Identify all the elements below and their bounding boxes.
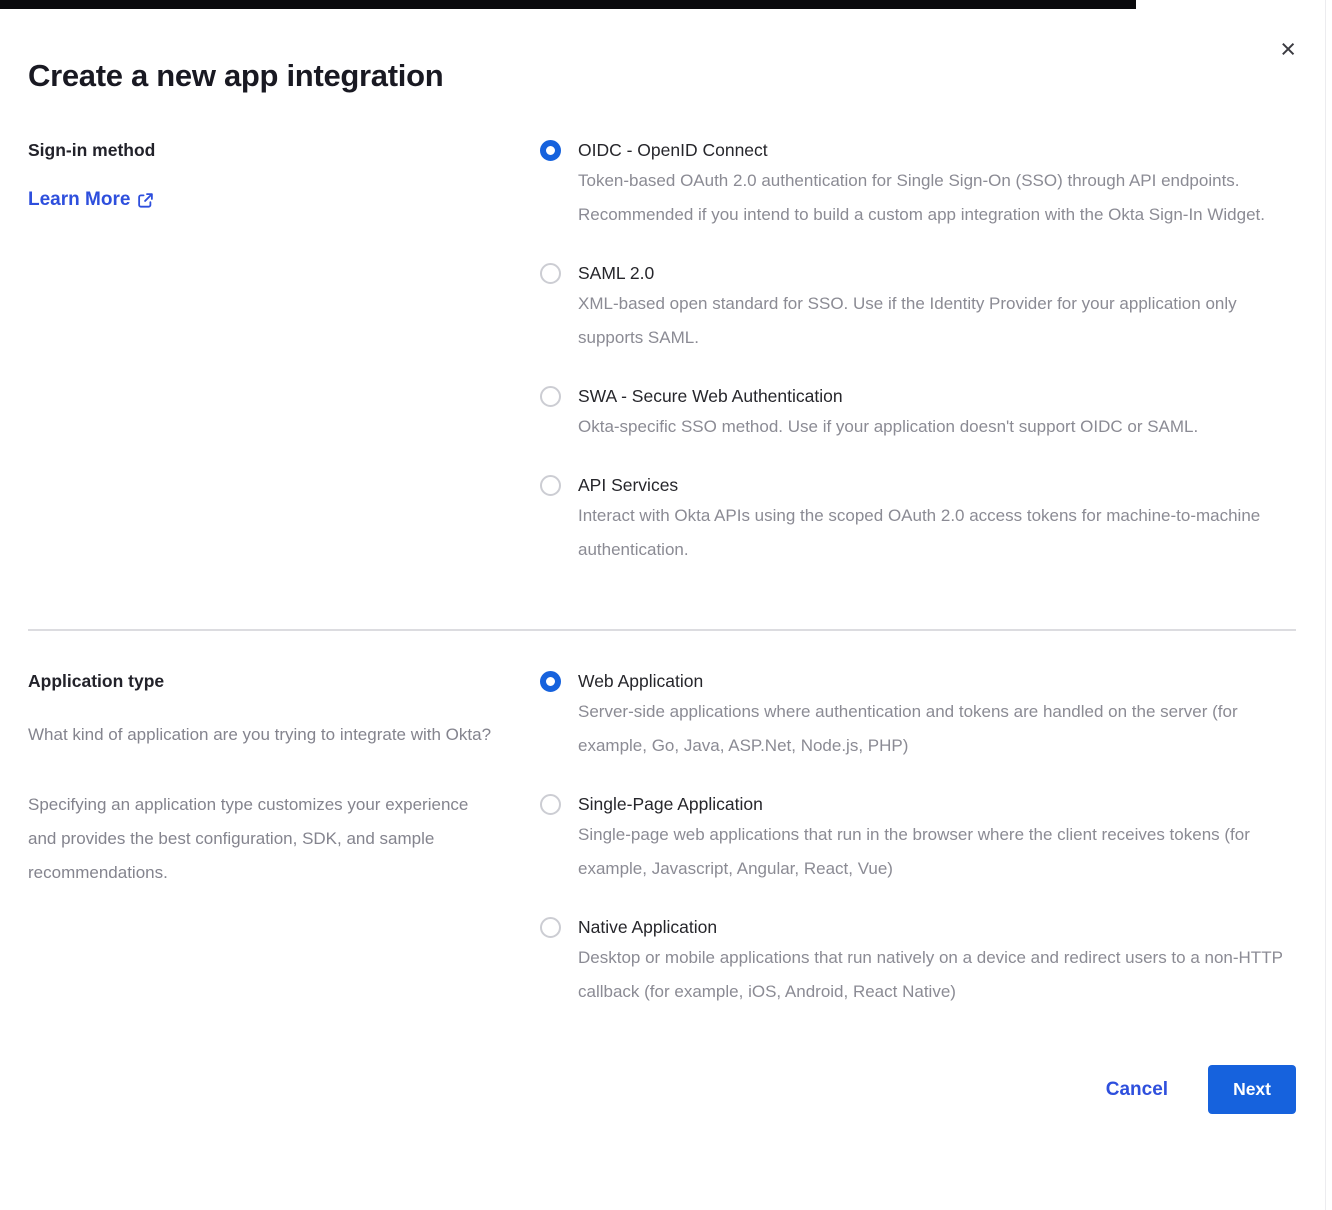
signin-method-label: Sign-in method [28, 140, 156, 160]
radio-option-label: Single-Page Application [578, 794, 763, 814]
radio-button[interactable] [540, 917, 561, 938]
radio-option[interactable] [540, 473, 1296, 567]
radio-option-description: Okta-specific SSO method. Use if your application doesn't support OIDC or SAML. [578, 417, 1199, 436]
application-type-label: Application type [28, 671, 165, 691]
radio-option[interactable] [540, 915, 1296, 1009]
radio-option-label: SAML 2.0 [578, 263, 655, 283]
radio-option-label: API Services [578, 475, 679, 495]
radio-button[interactable] [540, 475, 561, 496]
learn-more-link[interactable] [28, 189, 154, 211]
learn-more-label: Learn More [28, 189, 131, 210]
radio-option-description: Interact with Okta APIs using the scoped OAuth 2.0 access tokens for machine-to-machine authentication. [578, 506, 1261, 559]
radio-option-description: Token-based OAuth 2.0 authentication for Single Sign-On (SSO) through API endpoints. Recommended if you intend to build a custom app integration with the Okta Sign-In Widget. [578, 171, 1265, 224]
radio-option-label: OIDC - OpenID Connect [578, 140, 768, 160]
radio-option[interactable] [540, 669, 1296, 763]
radio-button[interactable] [540, 671, 561, 692]
radio-option-description: Desktop or mobile applications that run natively on a device and redirect users to a non-HTTP callback (for example, iOS, Android, React Native) [578, 948, 1283, 1001]
cancel-button[interactable]: Cancel [1105, 1078, 1169, 1100]
radio-button[interactable] [540, 263, 561, 284]
application-type-section [28, 669, 1296, 1009]
radio-button[interactable] [540, 386, 561, 407]
radio-option-description: Single-page web applications that run in the browser where the client receives tokens (for example, Javascript, Angular, React, Vue) [578, 825, 1250, 878]
application-type-help-1: What kind of application are you trying to integrate with Okta? [28, 725, 492, 744]
radio-option[interactable] [540, 384, 1296, 444]
next-button[interactable]: Next [1208, 1065, 1296, 1114]
signin-method-options [540, 138, 1296, 567]
radio-option[interactable] [540, 261, 1296, 355]
section-divider [28, 629, 1296, 631]
radio-option-label: Native Application [578, 917, 718, 937]
application-type-help-2: Specifying an application type customizes your experience and provides the best configuration, SDK, and sample recommendations. [28, 795, 469, 882]
radio-option[interactable] [540, 792, 1296, 886]
dialog-title: Create a new app integration [28, 58, 444, 93]
radio-option[interactable] [540, 138, 1296, 232]
external-link-icon [137, 192, 154, 209]
radio-option-label: Web Application [578, 671, 704, 691]
radio-button[interactable] [540, 140, 561, 161]
close-icon[interactable]: × [1280, 34, 1296, 64]
radio-option-description: Server-side applications where authentication and tokens are handled on the server (for example, Go, Java, ASP.Net, Node.js, PHP) [578, 702, 1238, 755]
radio-button[interactable] [540, 794, 561, 815]
application-type-options [540, 669, 1296, 1009]
radio-option-description: XML-based open standard for SSO. Use if the Identity Provider for your application only supports SAML. [578, 294, 1237, 347]
radio-option-label: SWA - Secure Web Authentication [578, 386, 843, 406]
dialog-footer [28, 1065, 1296, 1114]
signin-method-section [28, 138, 1296, 567]
